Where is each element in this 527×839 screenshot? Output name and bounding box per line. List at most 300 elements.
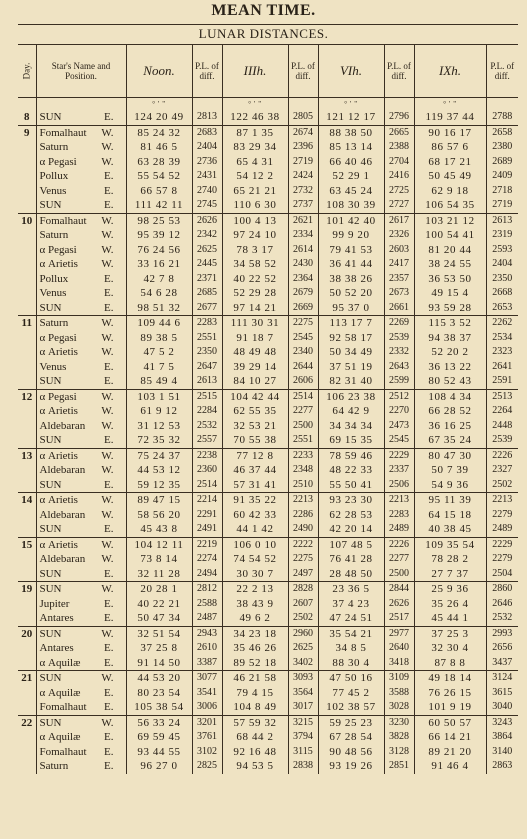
star-position: E. xyxy=(104,434,114,447)
table-row xyxy=(18,700,518,715)
distance-cell: 66 14 21 xyxy=(414,730,486,745)
day-cell xyxy=(18,140,36,155)
star-position: E. xyxy=(104,287,114,300)
pl-header: P.L. of diff. xyxy=(288,45,318,98)
star-name: Venus xyxy=(39,287,67,300)
distance-cell: 36 13 22 xyxy=(414,360,486,375)
distance-cell: 58 56 20 xyxy=(126,508,192,523)
distance-cell: 87 1 35 xyxy=(222,125,288,140)
table-row xyxy=(18,508,518,523)
pl-diff-cell: 3215 xyxy=(288,715,318,730)
distance-cell: 48 22 33 xyxy=(318,463,384,478)
star-position: E. xyxy=(104,612,114,625)
star-name: SUN xyxy=(39,375,62,388)
pl-diff-cell: 2214 xyxy=(192,493,222,508)
day-header: Day. xyxy=(18,45,36,98)
distance-cell: 88 38 50 xyxy=(318,125,384,140)
pl-diff-cell: 2270 xyxy=(384,404,414,419)
day-cell xyxy=(18,700,36,715)
day-cell xyxy=(18,730,36,745)
day-cell xyxy=(18,198,36,213)
pl-diff-cell: 2740 xyxy=(192,184,222,199)
pl-diff-cell: 2719 xyxy=(492,199,513,211)
distance-cell: 92 58 17 xyxy=(318,331,384,346)
pl-diff-cell: 3109 xyxy=(384,671,414,686)
pl-diff-cell: 3230 xyxy=(384,715,414,730)
distance-cell: 37 25 8 xyxy=(126,641,192,656)
pl-diff-cell: 2551 xyxy=(192,331,222,346)
distance-cell: 108 4 34 xyxy=(414,389,486,404)
star-cell xyxy=(36,597,126,612)
distance-cell: 124 20 49 xyxy=(126,110,192,125)
pl-diff-cell: 2674 xyxy=(288,125,318,140)
pl-diff-cell: 2283 xyxy=(384,508,414,523)
distance-cell: 25 9 36 xyxy=(414,582,486,597)
table-row xyxy=(18,478,518,493)
distance-cell: 34 58 52 xyxy=(222,257,288,272)
pl-diff-cell: 3017 xyxy=(288,700,318,715)
distance-cell: 93 19 26 xyxy=(318,759,384,774)
distance-cell: 37 25 3 xyxy=(414,626,486,641)
distance-cell: 34 34 34 xyxy=(318,419,384,434)
star-cell xyxy=(36,243,126,258)
day-cell xyxy=(18,331,36,346)
distance-cell: 78 3 17 xyxy=(222,243,288,258)
day-cell: 14 xyxy=(18,493,36,508)
pl-diff-cell: 2430 xyxy=(288,257,318,272)
distance-cell: 45 44 1 xyxy=(414,611,486,626)
distance-cell: 109 44 6 xyxy=(126,316,192,331)
distance-cell: 50 34 49 xyxy=(318,345,384,360)
pl-diff-cell: 3402 xyxy=(288,656,318,671)
day-cell: 13 xyxy=(18,448,36,463)
star-position: E. xyxy=(104,567,114,580)
pl-diff-cell: 2277 xyxy=(384,552,414,567)
distance-cell: 89 47 15 xyxy=(126,493,192,508)
table-row xyxy=(18,316,518,331)
star-name: Saturn xyxy=(39,317,69,330)
pl-diff-cell: 2487 xyxy=(192,611,222,626)
table-row xyxy=(18,228,518,243)
pl-diff-cell: 3615 xyxy=(492,686,513,698)
pl-diff-cell: 2291 xyxy=(192,508,222,523)
pl-diff-cell: 2993 xyxy=(486,626,518,641)
pl-diff-cell: 2222 xyxy=(288,537,318,552)
star-name: α Pegasi xyxy=(39,155,77,168)
distance-cell: 85 49 4 xyxy=(126,374,192,389)
pl-diff-cell: 2424 xyxy=(288,169,318,184)
day-cell xyxy=(18,169,36,184)
distance-cell: 37 51 19 xyxy=(318,360,384,375)
distance-cell: 66 40 46 xyxy=(318,155,384,170)
day-cell xyxy=(18,745,36,760)
pl-diff-cell: 2286 xyxy=(288,508,318,523)
pl-diff-cell: 2514 xyxy=(192,478,222,493)
distance-cell: 68 17 21 xyxy=(414,155,486,170)
pl-diff-cell: 3794 xyxy=(288,730,318,745)
star-name: Saturn xyxy=(39,141,69,154)
units-label: ° ' " xyxy=(222,98,288,111)
star-name: Fomalhaut xyxy=(39,745,87,758)
star-cell xyxy=(36,463,126,478)
distance-cell: 69 15 35 xyxy=(318,433,384,448)
distance-cell: 59 25 23 xyxy=(318,715,384,730)
distance-cell: 49 18 14 xyxy=(414,671,486,686)
pl-diff-cell: 2445 xyxy=(192,257,222,272)
pl-diff-cell: 2332 xyxy=(384,345,414,360)
pl-diff-cell: 2557 xyxy=(192,433,222,448)
pl-diff-cell: 2860 xyxy=(486,582,518,597)
pl-diff-cell: 2626 xyxy=(384,597,414,612)
star-cell xyxy=(36,745,126,760)
table-row xyxy=(18,301,518,316)
table-body xyxy=(18,98,518,774)
distance-cell: 72 35 32 xyxy=(126,433,192,448)
star-cell xyxy=(36,626,126,641)
star-cell xyxy=(36,228,126,243)
distance-cell: 63 45 24 xyxy=(318,184,384,199)
pl-diff-cell: 2360 xyxy=(192,463,222,478)
pl-diff-cell: 2646 xyxy=(492,597,513,609)
distance-cell: 36 16 25 xyxy=(414,419,486,434)
page-title: MEAN TIME. xyxy=(211,2,316,19)
distance-cell: 65 21 21 xyxy=(222,184,288,199)
day-cell: 21 xyxy=(18,671,36,686)
pl-diff-cell: 3418 xyxy=(384,656,414,671)
distance-cell: 28 48 50 xyxy=(318,567,384,582)
pl-diff-cell: 2813 xyxy=(192,110,222,125)
distance-cell: 65 4 31 xyxy=(222,155,288,170)
pl-diff-cell: 2532 xyxy=(492,612,513,624)
day-cell xyxy=(18,433,36,448)
distance-cell: 57 31 41 xyxy=(222,478,288,493)
star-cell xyxy=(36,213,126,228)
distance-cell: 52 29 28 xyxy=(222,286,288,301)
pl-diff-cell: 2626 xyxy=(192,213,222,228)
distance-cell: 30 30 7 xyxy=(222,567,288,582)
distance-cell: 50 52 20 xyxy=(318,286,384,301)
table-row xyxy=(18,626,518,641)
pl-diff-cell: 2340 xyxy=(288,345,318,360)
pl-diff-cell: 2613 xyxy=(486,213,518,228)
pl-diff-cell: 2269 xyxy=(384,316,414,331)
star-name: Jupiter xyxy=(39,597,70,610)
distance-cell: 106 23 38 xyxy=(318,389,384,404)
day-cell: 22 xyxy=(18,715,36,730)
day-cell xyxy=(18,374,36,389)
pl-diff-cell: 2489 xyxy=(384,522,414,537)
pl-diff-cell: 2448 xyxy=(492,419,513,431)
star-position: W. xyxy=(101,317,114,330)
star-cell xyxy=(36,700,126,715)
star-name: Fomalhaut xyxy=(39,214,87,227)
distance-cell: 32 30 4 xyxy=(414,641,486,656)
distance-cell: 62 28 53 xyxy=(318,508,384,523)
pl-diff-cell: 2673 xyxy=(384,286,414,301)
star-cell xyxy=(36,272,126,287)
star-position: W. xyxy=(101,538,114,551)
star-position: W. xyxy=(101,716,114,729)
distance-cell: 57 59 32 xyxy=(222,715,288,730)
pl-diff-cell: 3387 xyxy=(192,656,222,671)
star-name: α Arietis xyxy=(39,405,78,418)
pl-diff-cell: 2364 xyxy=(288,272,318,287)
pl-diff-cell: 2513 xyxy=(486,389,518,404)
distance-cell: 66 57 8 xyxy=(126,184,192,199)
star-name: α Arietis xyxy=(39,538,78,551)
distance-cell: 63 28 39 xyxy=(126,155,192,170)
star-position: W. xyxy=(101,390,114,403)
distance-cell: 33 16 21 xyxy=(126,257,192,272)
pl-diff-cell: 2494 xyxy=(192,567,222,582)
table-row xyxy=(18,404,518,419)
day-cell: 15 xyxy=(18,537,36,552)
pl-diff-cell: 2683 xyxy=(192,125,222,140)
pl-diff-cell: 2727 xyxy=(384,198,414,213)
table-row xyxy=(18,686,518,701)
table-row xyxy=(18,140,518,155)
star-cell xyxy=(36,345,126,360)
pl-diff-cell: 2647 xyxy=(192,360,222,375)
table-row xyxy=(18,493,518,508)
distance-cell: 75 24 37 xyxy=(126,448,192,463)
distance-cell: 102 38 57 xyxy=(318,700,384,715)
star-name: SUN xyxy=(39,199,62,212)
pl-diff-cell: 2213 xyxy=(486,493,518,508)
star-name: Venus xyxy=(39,184,67,197)
distance-cell: 42 20 14 xyxy=(318,522,384,537)
table-row xyxy=(18,715,518,730)
distance-cell: 93 59 28 xyxy=(414,301,486,316)
distance-cell: 48 49 48 xyxy=(222,345,288,360)
pl-diff-cell: 2625 xyxy=(288,641,318,656)
star-position: E. xyxy=(104,656,114,669)
distance-cell: 40 22 21 xyxy=(126,597,192,612)
pl-diff-cell: 2588 xyxy=(192,597,222,612)
pl-diff-cell: 2262 xyxy=(486,316,518,331)
distance-cell: 119 37 44 xyxy=(414,110,486,125)
distance-cell: 49 15 4 xyxy=(414,286,486,301)
distance-cell: 85 13 14 xyxy=(318,140,384,155)
distance-cell: 44 1 42 xyxy=(222,522,288,537)
day-cell xyxy=(18,759,36,774)
day-cell xyxy=(18,597,36,612)
star-name: Aldebaran xyxy=(39,553,86,566)
pl-diff-cell: 3102 xyxy=(192,745,222,760)
pl-diff-cell: 2668 xyxy=(492,287,513,299)
pl-diff-cell: 2396 xyxy=(288,140,318,155)
star-cell xyxy=(36,433,126,448)
star-position: W. xyxy=(101,258,114,271)
distance-cell: 41 7 5 xyxy=(126,360,192,375)
pl-diff-cell: 2606 xyxy=(288,374,318,389)
distance-cell: 44 53 20 xyxy=(126,671,192,686)
star-position: E. xyxy=(104,360,114,373)
pl-diff-cell: 2213 xyxy=(288,493,318,508)
distance-cell: 76 26 15 xyxy=(414,686,486,701)
day-cell xyxy=(18,257,36,272)
units-label: ° ' " xyxy=(126,98,192,111)
distance-cell: 95 39 12 xyxy=(126,228,192,243)
distance-cell: 78 59 46 xyxy=(318,448,384,463)
star-header: Star's Name and Position. xyxy=(36,45,126,98)
pl-diff-cell: 2812 xyxy=(192,582,222,597)
pl-header: P.L. of diff. xyxy=(192,45,222,98)
star-name: Saturn xyxy=(39,229,69,242)
star-position: W. xyxy=(101,449,114,462)
distance-cell: 100 54 41 xyxy=(414,228,486,243)
hour3-header: IIIh. xyxy=(222,45,288,98)
day-cell xyxy=(18,478,36,493)
distance-cell: 91 18 7 xyxy=(222,331,288,346)
pl-diff-cell: 2603 xyxy=(384,243,414,258)
star-cell xyxy=(36,169,126,184)
star-cell xyxy=(36,286,126,301)
table-row xyxy=(18,597,518,612)
star-name: α Pegasi xyxy=(39,331,77,344)
star-name: Aldebaran xyxy=(39,508,86,521)
pl-diff-cell: 2489 xyxy=(492,523,513,535)
distance-cell: 94 53 5 xyxy=(222,759,288,774)
distance-cell: 46 37 44 xyxy=(222,463,288,478)
pl-diff-cell: 2610 xyxy=(192,641,222,656)
distance-cell: 95 11 39 xyxy=(414,493,486,508)
pl-diff-cell: 3006 xyxy=(192,700,222,715)
distance-cell: 55 54 52 xyxy=(126,169,192,184)
star-name: SUN xyxy=(39,301,62,314)
star-name: α Arietis xyxy=(39,494,78,507)
distance-cell: 42 7 8 xyxy=(126,272,192,287)
star-cell xyxy=(36,582,126,597)
day-cell xyxy=(18,228,36,243)
pl-diff-cell: 2844 xyxy=(384,582,414,597)
pl-diff-cell: 3564 xyxy=(288,686,318,701)
distance-cell: 35 26 4 xyxy=(414,597,486,612)
table-row xyxy=(18,155,518,170)
pl-diff-cell: 2661 xyxy=(384,301,414,316)
star-position: W. xyxy=(101,141,114,154)
pl-diff-cell: 2732 xyxy=(288,184,318,199)
distance-cell: 27 7 37 xyxy=(414,567,486,582)
star-position: W. xyxy=(101,331,114,344)
pl-diff-cell: 2656 xyxy=(492,642,513,654)
table-row xyxy=(18,184,518,199)
pl-diff-cell: 2323 xyxy=(492,346,513,358)
distance-cell: 89 38 5 xyxy=(126,331,192,346)
star-cell xyxy=(36,611,126,626)
star-cell xyxy=(36,316,126,331)
distance-cell: 92 16 48 xyxy=(222,745,288,760)
day-cell: 9 xyxy=(18,125,36,140)
pl-diff-cell: 2599 xyxy=(384,374,414,389)
star-cell xyxy=(36,641,126,656)
pl-diff-cell: 2960 xyxy=(288,626,318,641)
pl-diff-cell: 3201 xyxy=(192,715,222,730)
distance-cell: 97 14 21 xyxy=(222,301,288,316)
distance-cell: 55 50 41 xyxy=(318,478,384,493)
pl-diff-cell: 2491 xyxy=(192,522,222,537)
table-row xyxy=(18,243,518,258)
star-cell xyxy=(36,110,126,125)
distance-cell: 50 45 49 xyxy=(414,169,486,184)
day-cell xyxy=(18,360,36,375)
pl-diff-cell: 2348 xyxy=(288,463,318,478)
pl-diff-cell: 2669 xyxy=(288,301,318,316)
star-name: Antares xyxy=(39,642,74,655)
pl-diff-cell: 2736 xyxy=(192,155,222,170)
pl-diff-cell: 2514 xyxy=(288,389,318,404)
distance-cell: 111 30 31 xyxy=(222,316,288,331)
star-position: E. xyxy=(104,760,114,773)
pl-diff-cell: 2337 xyxy=(384,463,414,478)
distance-cell: 79 4 15 xyxy=(222,686,288,701)
pl-diff-cell: 2219 xyxy=(192,537,222,552)
table-row xyxy=(18,463,518,478)
pl-diff-cell: 3040 xyxy=(492,701,513,713)
star-name: Saturn xyxy=(39,760,69,773)
star-position: E. xyxy=(104,701,114,714)
table-row xyxy=(18,389,518,404)
table-row xyxy=(18,110,518,125)
pl-diff-cell: 2275 xyxy=(288,316,318,331)
distance-cell: 105 38 54 xyxy=(126,700,192,715)
star-name: SUN xyxy=(39,672,62,685)
table-row xyxy=(18,345,518,360)
star-cell xyxy=(36,715,126,730)
distance-cell: 85 24 32 xyxy=(126,125,192,140)
distance-cell: 115 3 52 xyxy=(414,316,486,331)
star-position: E. xyxy=(104,272,114,285)
pl-diff-cell: 2614 xyxy=(288,243,318,258)
pl-diff-cell: 2545 xyxy=(384,433,414,448)
star-name: Antares xyxy=(39,612,74,625)
pl-diff-cell: 3140 xyxy=(492,745,513,757)
star-position: E. xyxy=(104,523,114,536)
distance-cell: 94 38 37 xyxy=(414,331,486,346)
distance-cell: 73 8 14 xyxy=(126,552,192,567)
pl-diff-cell: 2745 xyxy=(192,198,222,213)
distance-cell: 83 29 34 xyxy=(222,140,288,155)
distance-cell: 79 41 53 xyxy=(318,243,384,258)
day-cell: 10 xyxy=(18,213,36,228)
pl-diff-cell: 2665 xyxy=(384,125,414,140)
star-cell xyxy=(36,198,126,213)
pl-diff-cell: 2342 xyxy=(192,228,222,243)
star-cell xyxy=(36,552,126,567)
star-position: W. xyxy=(101,583,114,596)
star-cell xyxy=(36,493,126,508)
table-row xyxy=(18,567,518,582)
pl-diff-cell: 2551 xyxy=(288,433,318,448)
pl-diff-cell: 2796 xyxy=(384,110,414,125)
table-row xyxy=(18,272,518,287)
distance-cell: 40 38 45 xyxy=(414,522,486,537)
star-name: Fomalhaut xyxy=(39,126,87,139)
distance-cell: 64 42 9 xyxy=(318,404,384,419)
star-name: α Aquilæ xyxy=(39,686,81,699)
distance-cell: 54 12 2 xyxy=(222,169,288,184)
pl-diff-cell: 2500 xyxy=(288,419,318,434)
distance-cell: 23 36 5 xyxy=(318,582,384,597)
pl-diff-cell: 2517 xyxy=(384,611,414,626)
distance-cell: 98 25 53 xyxy=(126,213,192,228)
pl-diff-cell: 2613 xyxy=(192,374,222,389)
distance-cell: 60 42 33 xyxy=(222,508,288,523)
day-cell xyxy=(18,272,36,287)
pl-diff-cell: 2350 xyxy=(492,272,513,284)
distance-cell: 60 50 57 xyxy=(414,715,486,730)
pl-diff-cell: 2653 xyxy=(492,301,513,313)
